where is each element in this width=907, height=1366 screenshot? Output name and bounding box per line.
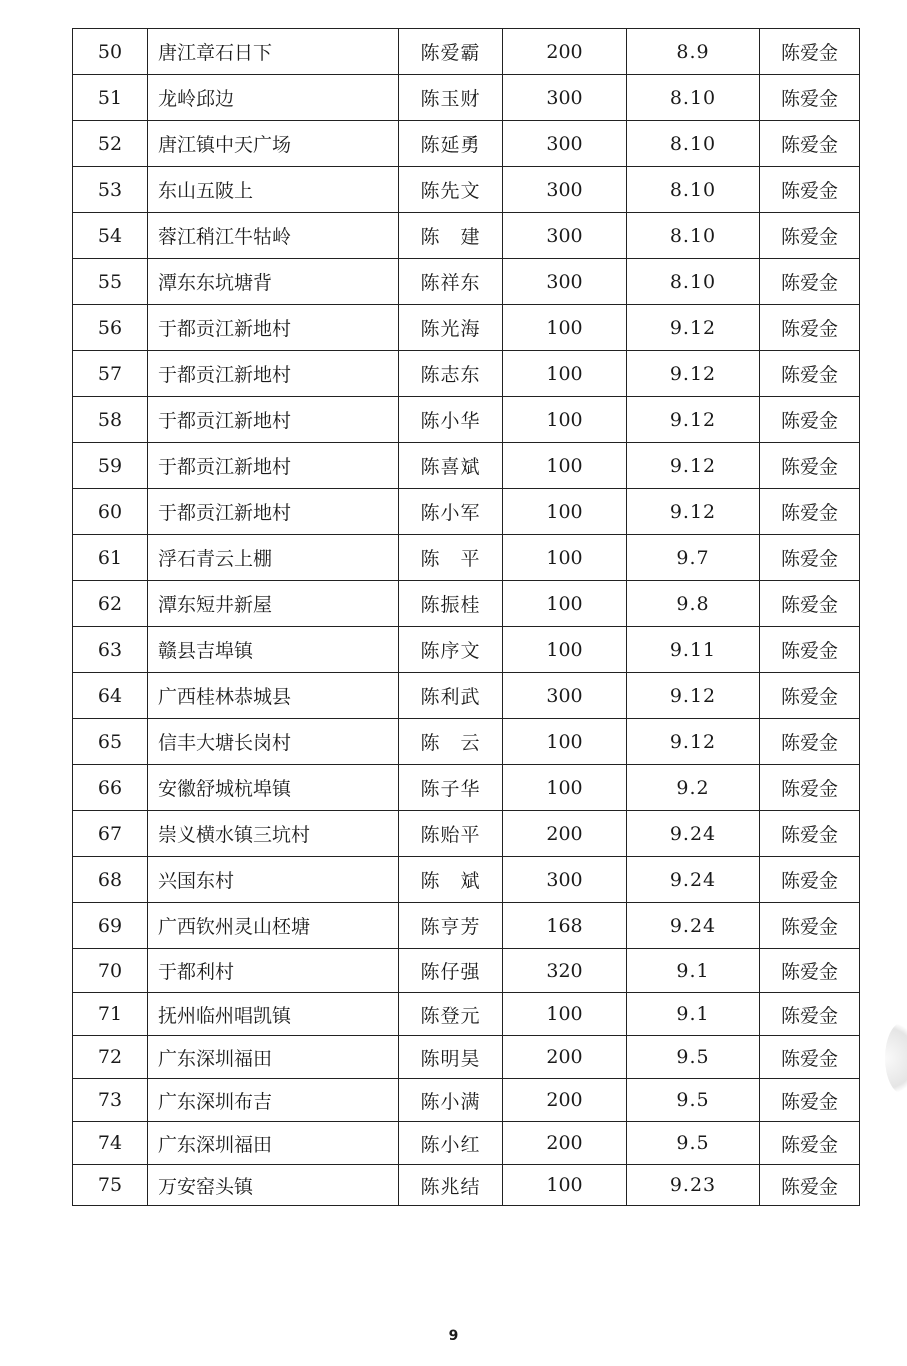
row-donor-name: 陈志东 <box>399 351 503 397</box>
row-date: 9.12 <box>627 305 760 351</box>
row-date: 9.12 <box>627 351 760 397</box>
table-row <box>73 489 860 535</box>
row-donor-name: 陈振桂 <box>399 581 503 627</box>
row-donor-name: 陈小红 <box>399 1122 503 1165</box>
row-address: 蓉江稍江牛牯岭 <box>148 213 399 259</box>
table-row <box>73 535 860 581</box>
row-address: 安徽舒城杭埠镇 <box>148 765 399 811</box>
row-address: 于都贡江新地村 <box>148 351 399 397</box>
row-donor-name: 陈喜斌 <box>399 443 503 489</box>
row-date: 8.10 <box>627 167 760 213</box>
row-date: 9.12 <box>627 443 760 489</box>
row-donor-name: 陈 云 <box>399 719 503 765</box>
row-date: 9.5 <box>627 1122 760 1165</box>
table-row <box>73 167 860 213</box>
page-number: 9 <box>448 1328 459 1344</box>
row-amount: 100 <box>503 489 627 535</box>
row-receiver: 陈爱金 <box>760 443 860 489</box>
row-receiver: 陈爱金 <box>760 259 860 305</box>
row-donor-name: 陈小军 <box>399 489 503 535</box>
row-number: 70 <box>73 949 148 993</box>
row-receiver: 陈爱金 <box>760 811 860 857</box>
row-amount: 100 <box>503 397 627 443</box>
row-number: 74 <box>73 1122 148 1165</box>
row-donor-name: 陈小华 <box>399 397 503 443</box>
row-donor-name: 陈祥东 <box>399 259 503 305</box>
row-amount: 100 <box>503 581 627 627</box>
row-address: 于都贡江新地村 <box>148 305 399 351</box>
row-number: 57 <box>73 351 148 397</box>
row-address: 于都利村 <box>148 949 399 993</box>
row-amount: 200 <box>503 1079 627 1122</box>
row-donor-name: 陈 斌 <box>399 857 503 903</box>
row-amount: 100 <box>503 535 627 581</box>
row-address: 抚州临州唱凯镇 <box>148 993 399 1036</box>
row-receiver: 陈爱金 <box>760 535 860 581</box>
table-row <box>73 719 860 765</box>
row-number: 62 <box>73 581 148 627</box>
row-donor-name: 陈登元 <box>399 993 503 1036</box>
row-address: 广西钦州灵山柸塘 <box>148 903 399 949</box>
row-amount: 300 <box>503 121 627 167</box>
row-amount: 100 <box>503 993 627 1036</box>
row-amount: 300 <box>503 213 627 259</box>
ledger-sheet <box>72 28 845 1206</box>
row-address: 龙岭邱边 <box>148 75 399 121</box>
row-receiver: 陈爱金 <box>760 167 860 213</box>
row-date: 8.10 <box>627 121 760 167</box>
table-row <box>73 581 860 627</box>
table-row <box>73 903 860 949</box>
row-receiver: 陈爱金 <box>760 305 860 351</box>
row-address: 崇义横水镇三坑村 <box>148 811 399 857</box>
row-date: 8.10 <box>627 213 760 259</box>
row-number: 68 <box>73 857 148 903</box>
row-amount: 100 <box>503 765 627 811</box>
row-donor-name: 陈延勇 <box>399 121 503 167</box>
donation-table-body <box>73 29 860 1206</box>
row-donor-name: 陈明昊 <box>399 1036 503 1079</box>
row-number: 67 <box>73 811 148 857</box>
row-amount: 200 <box>503 29 627 75</box>
row-number: 63 <box>73 627 148 673</box>
row-number: 59 <box>73 443 148 489</box>
table-row <box>73 993 860 1036</box>
row-number: 65 <box>73 719 148 765</box>
row-number: 55 <box>73 259 148 305</box>
row-receiver: 陈爱金 <box>760 1165 860 1206</box>
row-address: 于都贡江新地村 <box>148 489 399 535</box>
row-date: 8.10 <box>627 259 760 305</box>
row-receiver: 陈爱金 <box>760 397 860 443</box>
row-date: 9.7 <box>627 535 760 581</box>
table-row <box>73 949 860 993</box>
row-amount: 300 <box>503 167 627 213</box>
row-number: 56 <box>73 305 148 351</box>
row-donor-name: 陈贻平 <box>399 811 503 857</box>
row-number: 72 <box>73 1036 148 1079</box>
table-row <box>73 1122 860 1165</box>
row-address: 于都贡江新地村 <box>148 397 399 443</box>
row-receiver: 陈爱金 <box>760 1079 860 1122</box>
table-row <box>73 259 860 305</box>
row-address: 潭东东坑塘背 <box>148 259 399 305</box>
row-receiver: 陈爱金 <box>760 765 860 811</box>
row-date: 9.2 <box>627 765 760 811</box>
row-receiver: 陈爱金 <box>760 857 860 903</box>
row-address: 浮石青云上棚 <box>148 535 399 581</box>
row-amount: 100 <box>503 443 627 489</box>
row-date: 9.1 <box>627 993 760 1036</box>
row-donor-name: 陈 建 <box>399 213 503 259</box>
row-date: 9.5 <box>627 1036 760 1079</box>
row-donor-name: 陈爱霸 <box>399 29 503 75</box>
table-row <box>73 305 860 351</box>
row-receiver: 陈爱金 <box>760 581 860 627</box>
row-number: 51 <box>73 75 148 121</box>
row-date: 9.24 <box>627 811 760 857</box>
table-row <box>73 673 860 719</box>
table-row <box>73 1165 860 1206</box>
row-address: 东山五陂上 <box>148 167 399 213</box>
row-donor-name: 陈光海 <box>399 305 503 351</box>
row-date: 9.12 <box>627 397 760 443</box>
row-date: 9.8 <box>627 581 760 627</box>
row-receiver: 陈爱金 <box>760 1036 860 1079</box>
row-receiver: 陈爱金 <box>760 719 860 765</box>
row-number: 61 <box>73 535 148 581</box>
row-number: 53 <box>73 167 148 213</box>
row-date: 9.12 <box>627 489 760 535</box>
row-amount: 320 <box>503 949 627 993</box>
row-donor-name: 陈玉财 <box>399 75 503 121</box>
table-row <box>73 1079 860 1122</box>
row-receiver: 陈爱金 <box>760 1122 860 1165</box>
row-number: 69 <box>73 903 148 949</box>
row-receiver: 陈爱金 <box>760 75 860 121</box>
table-row <box>73 213 860 259</box>
row-address: 赣县吉埠镇 <box>148 627 399 673</box>
row-number: 64 <box>73 673 148 719</box>
table-row <box>73 811 860 857</box>
row-receiver: 陈爱金 <box>760 993 860 1036</box>
row-address: 广东深圳布吉 <box>148 1079 399 1122</box>
row-number: 54 <box>73 213 148 259</box>
row-donor-name: 陈亨芳 <box>399 903 503 949</box>
row-receiver: 陈爱金 <box>760 213 860 259</box>
row-date: 9.12 <box>627 673 760 719</box>
row-date: 9.5 <box>627 1079 760 1122</box>
row-donor-name: 陈先文 <box>399 167 503 213</box>
row-amount: 300 <box>503 857 627 903</box>
row-donor-name: 陈小满 <box>399 1079 503 1122</box>
row-amount: 300 <box>503 259 627 305</box>
table-row <box>73 765 860 811</box>
row-address: 唐江章石日下 <box>148 29 399 75</box>
table-row <box>73 627 860 673</box>
row-amount: 100 <box>503 627 627 673</box>
row-address: 广东深圳福田 <box>148 1122 399 1165</box>
row-receiver: 陈爱金 <box>760 627 860 673</box>
row-address: 潭东短井新屋 <box>148 581 399 627</box>
row-donor-name: 陈 平 <box>399 535 503 581</box>
row-date: 9.1 <box>627 949 760 993</box>
row-receiver: 陈爱金 <box>760 903 860 949</box>
row-amount: 100 <box>503 305 627 351</box>
table-row <box>73 857 860 903</box>
row-receiver: 陈爱金 <box>760 673 860 719</box>
row-amount: 300 <box>503 673 627 719</box>
row-donor-name: 陈序文 <box>399 627 503 673</box>
table-row <box>73 121 860 167</box>
row-date: 9.11 <box>627 627 760 673</box>
row-receiver: 陈爱金 <box>760 351 860 397</box>
donation-table <box>72 28 860 1206</box>
table-row <box>73 351 860 397</box>
row-number: 60 <box>73 489 148 535</box>
row-number: 73 <box>73 1079 148 1122</box>
row-amount: 168 <box>503 903 627 949</box>
row-number: 75 <box>73 1165 148 1206</box>
row-address: 广东深圳福田 <box>148 1036 399 1079</box>
page-edge-shadow <box>885 1022 907 1094</box>
table-row <box>73 1036 860 1079</box>
row-number: 66 <box>73 765 148 811</box>
row-date: 8.9 <box>627 29 760 75</box>
row-date: 9.23 <box>627 1165 760 1206</box>
row-address: 兴国东村 <box>148 857 399 903</box>
row-number: 71 <box>73 993 148 1036</box>
row-address: 唐江镇中天广场 <box>148 121 399 167</box>
row-date: 9.24 <box>627 903 760 949</box>
row-address: 广西桂林恭城县 <box>148 673 399 719</box>
row-receiver: 陈爱金 <box>760 121 860 167</box>
row-address: 于都贡江新地村 <box>148 443 399 489</box>
row-number: 50 <box>73 29 148 75</box>
row-donor-name: 陈利武 <box>399 673 503 719</box>
table-row <box>73 443 860 489</box>
table-row <box>73 75 860 121</box>
row-amount: 100 <box>503 351 627 397</box>
row-address: 信丰大塘长岗村 <box>148 719 399 765</box>
table-row <box>73 29 860 75</box>
row-receiver: 陈爱金 <box>760 29 860 75</box>
row-amount: 100 <box>503 719 627 765</box>
row-amount: 200 <box>503 811 627 857</box>
row-donor-name: 陈兆结 <box>399 1165 503 1206</box>
row-number: 52 <box>73 121 148 167</box>
row-number: 58 <box>73 397 148 443</box>
row-amount: 100 <box>503 1165 627 1206</box>
row-donor-name: 陈子华 <box>399 765 503 811</box>
row-amount: 200 <box>503 1036 627 1079</box>
row-donor-name: 陈仔强 <box>399 949 503 993</box>
row-date: 8.10 <box>627 75 760 121</box>
row-receiver: 陈爱金 <box>760 489 860 535</box>
row-address: 万安窑头镇 <box>148 1165 399 1206</box>
row-amount: 200 <box>503 1122 627 1165</box>
row-amount: 300 <box>503 75 627 121</box>
row-receiver: 陈爱金 <box>760 949 860 993</box>
table-row <box>73 397 860 443</box>
row-date: 9.24 <box>627 857 760 903</box>
row-date: 9.12 <box>627 719 760 765</box>
